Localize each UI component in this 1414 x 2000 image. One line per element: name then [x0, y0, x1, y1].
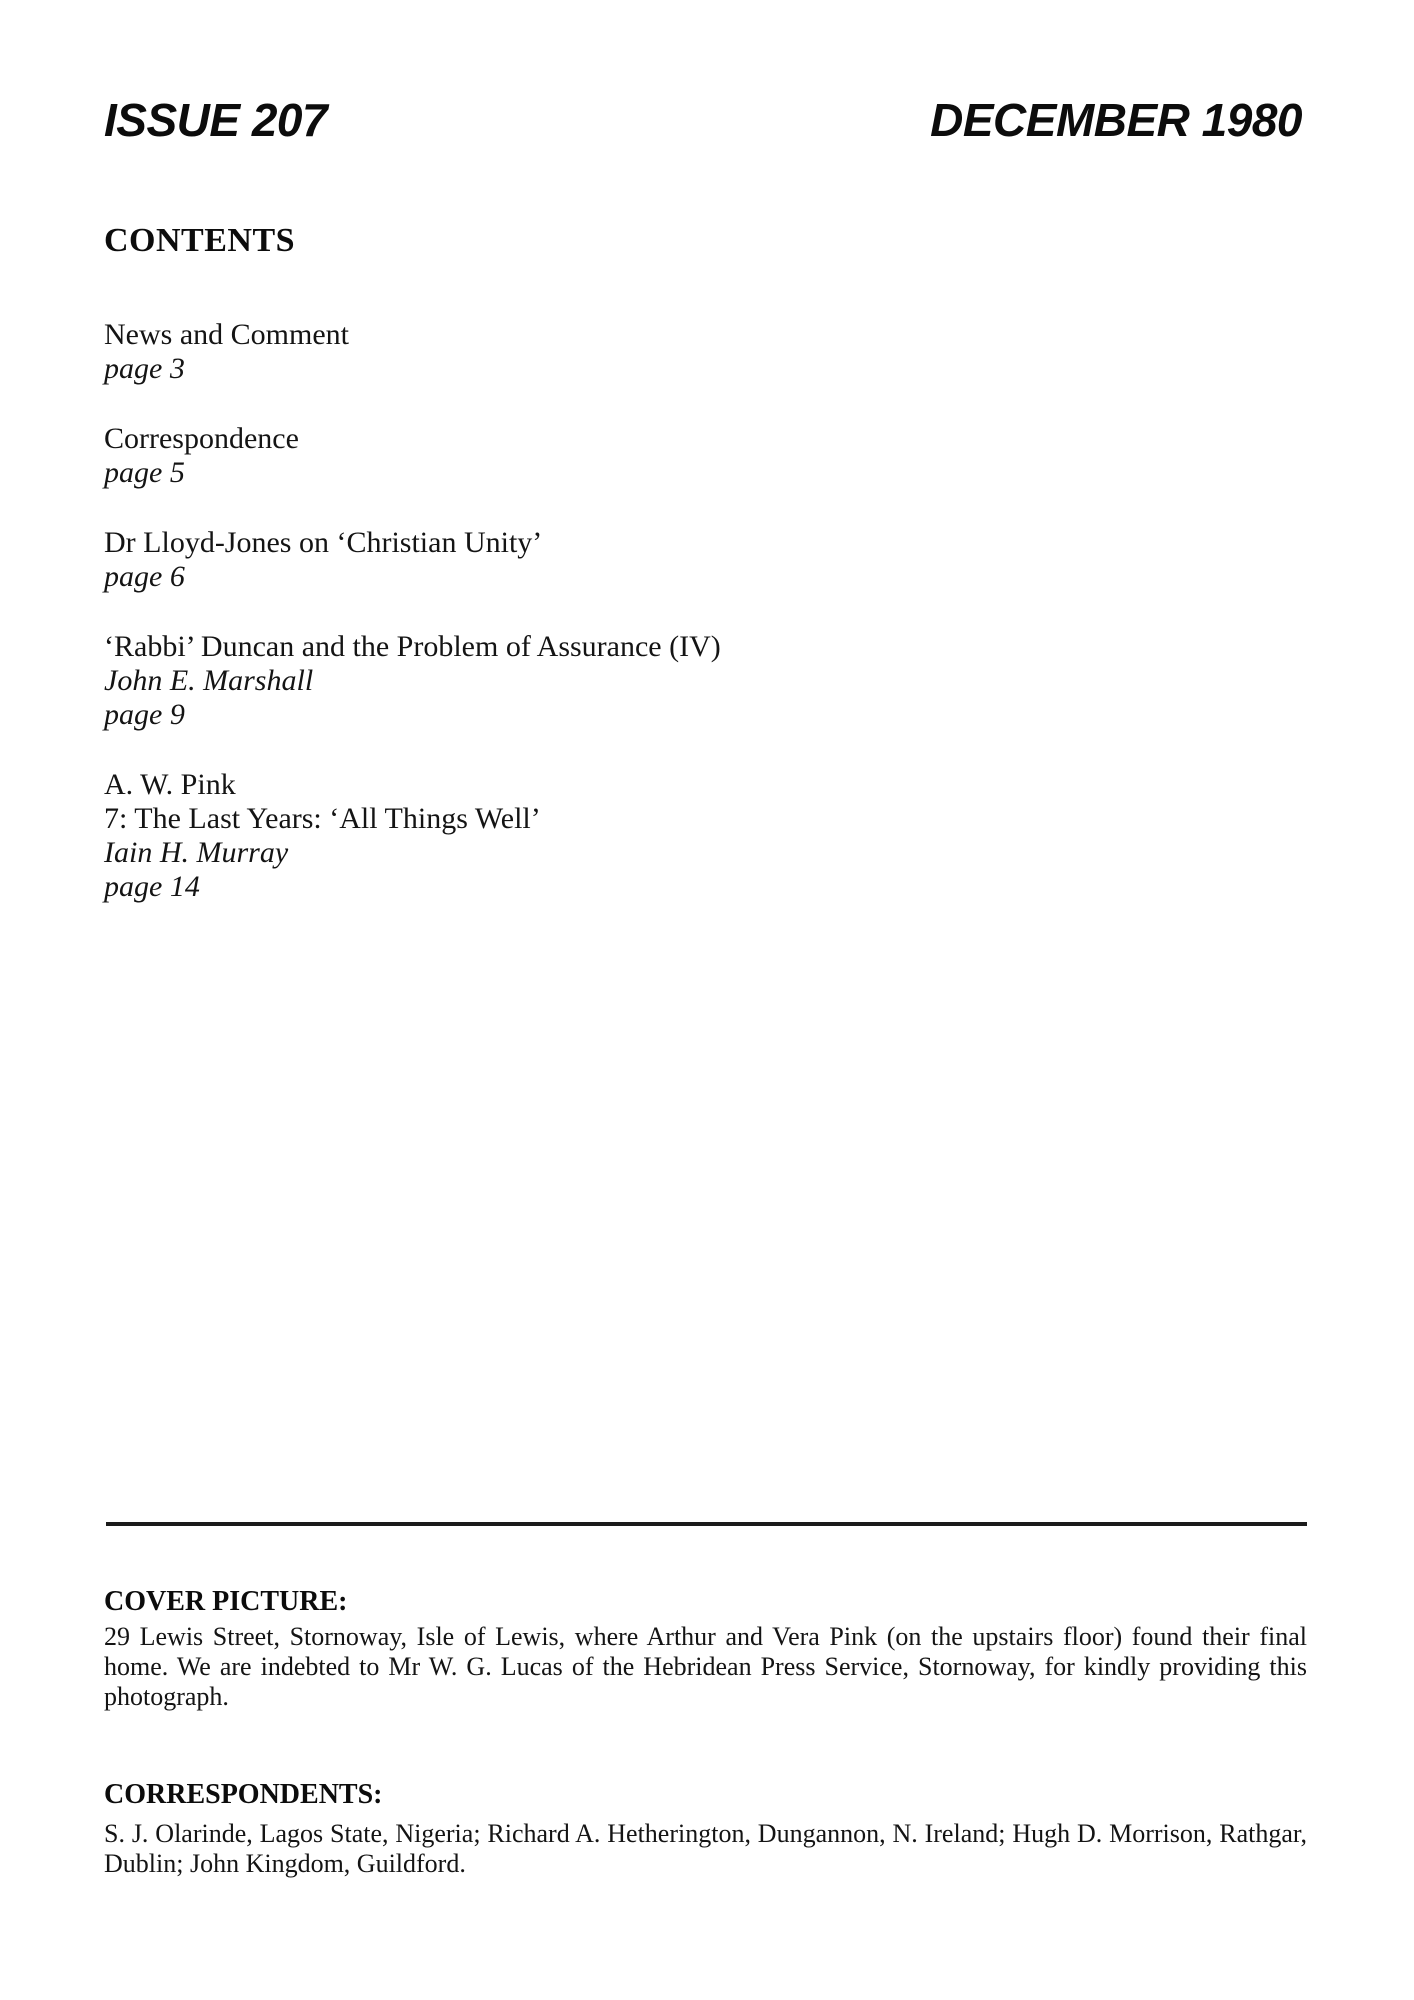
toc-item-page: page 14 — [104, 870, 200, 903]
toc-list — [104, 318, 1204, 940]
toc-item-title: News and Comment — [104, 318, 349, 351]
toc-item-title: A. W. Pink — [104, 768, 236, 801]
toc-item-author: John E. Marshall — [104, 664, 314, 697]
correspondents-text: S. J. Olarinde, Lagos State, Nigeria; Richard A. Hetherington, Dungannon, N. Ireland; Hugh D. Morrison, Rathgar, Dublin; John Kingdom, Guildford. — [104, 1819, 1307, 1878]
contents-heading: CONTENTS — [104, 222, 296, 259]
cover-picture-text: 29 Lewis Street, Stornoway, Isle of Lewis, where Arthur and Vera Pink (on the upstairs floor) found their final home. We are indebted to Mr W. G. Lucas of the Hebridean Press Service, Stornoway, for kindly providing this photograph. — [104, 1622, 1307, 1711]
toc-item-page: page 5 — [104, 456, 185, 489]
toc-item — [104, 422, 1204, 490]
toc-item-title: Correspondence — [104, 422, 299, 455]
issue-number: ISSUE 207 — [104, 94, 328, 146]
toc-item-author: Iain H. Murray — [104, 836, 289, 869]
correspondents-heading: CORRESPONDENTS: — [104, 1779, 383, 1810]
toc-item-subtitle: 7: The Last Years: ‘All Things Well’ — [104, 802, 541, 835]
toc-item — [104, 630, 1204, 732]
toc-item — [104, 768, 1204, 904]
toc-item — [104, 526, 1204, 594]
divider-rule — [106, 1522, 1307, 1526]
toc-item — [104, 318, 1204, 386]
toc-item-page: page 3 — [104, 352, 185, 385]
page-header — [104, 94, 1302, 146]
toc-item-page: page 9 — [104, 698, 185, 731]
cover-picture-heading: COVER PICTURE: — [104, 1586, 348, 1617]
issue-date: DECEMBER 1980 — [930, 94, 1302, 146]
toc-item-title: ‘Rabbi’ Duncan and the Problem of Assurance (IV) — [104, 630, 721, 663]
toc-item-title: Dr Lloyd-Jones on ‘Christian Unity’ — [104, 526, 543, 559]
toc-item-page: page 6 — [104, 560, 185, 593]
